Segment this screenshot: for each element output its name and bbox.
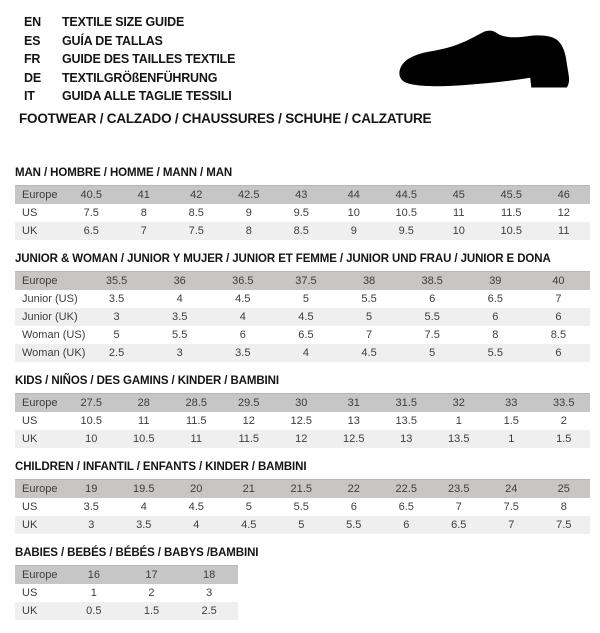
- size-cell: 5: [245, 501, 252, 513]
- size-cell: 11.5: [500, 207, 522, 219]
- size-cell: 5.5: [293, 501, 309, 513]
- table-row: [15, 290, 590, 308]
- size-cell: 7: [455, 501, 462, 513]
- size-cell: 12: [295, 433, 308, 445]
- size-cell: 7.5: [424, 329, 440, 341]
- language-row-it: [24, 87, 235, 106]
- section-title: KIDS / NIÑOS / DES GAMINS / KINDER / BAMBINI: [15, 375, 279, 387]
- size-cell: 38.5: [421, 275, 443, 287]
- size-cell: 8.5: [188, 207, 204, 219]
- row-label: UK: [22, 605, 38, 617]
- size-cell: 42.5: [238, 189, 260, 201]
- table-row: [15, 430, 590, 448]
- size-cell: 3.5: [83, 501, 99, 513]
- size-cell: 39: [489, 275, 502, 287]
- size-cell: 7: [555, 293, 562, 305]
- size-cell: 31: [347, 397, 360, 409]
- size-cell: 1.5: [556, 433, 572, 445]
- row-label: UK: [22, 519, 38, 531]
- size-cell: 3: [88, 519, 95, 531]
- size-cell: 8: [140, 207, 147, 219]
- section-title: BABIES / BEBÉS / BÉBÉS / BABYS /BAMBINI: [15, 547, 259, 559]
- size-cell: 2.5: [108, 347, 125, 359]
- size-cell: 10: [347, 207, 360, 219]
- size-cell: 8: [560, 501, 567, 513]
- table-row: [15, 412, 590, 430]
- size-cell: 4: [176, 293, 183, 305]
- table-row: [15, 326, 590, 344]
- language-row-es: [24, 32, 235, 51]
- table-row: [15, 480, 590, 499]
- size-cell: 1.5: [503, 415, 519, 427]
- table-row: [15, 272, 590, 291]
- size-cell: 1: [508, 433, 515, 445]
- size-cell: 19: [85, 483, 98, 495]
- language-code: FR: [24, 52, 41, 66]
- language-code: DE: [24, 70, 41, 85]
- size-cell: 29.5: [238, 397, 260, 409]
- language-guide-title: TEXTILE SIZE GUIDE: [62, 15, 185, 29]
- size-cell: 13: [347, 415, 360, 427]
- size-cell: 4.5: [241, 519, 257, 531]
- language-guide-title: GUIDE DES TAILLES TEXTILE: [62, 52, 236, 66]
- row-label: US: [22, 207, 38, 219]
- size-cell: 7.5: [83, 207, 99, 219]
- size-cell: 38: [362, 275, 376, 287]
- size-cell: 3.5: [235, 347, 251, 359]
- size-table: [15, 393, 590, 448]
- size-section: [15, 167, 590, 240]
- size-cell: 6.5: [298, 329, 314, 341]
- size-cell: 13: [400, 433, 413, 445]
- size-cell: 12.5: [343, 433, 365, 445]
- size-cell: 24: [505, 483, 518, 495]
- size-cell: 10.5: [395, 207, 417, 219]
- size-cell: 37.5: [295, 275, 317, 287]
- dress-shoe-icon: [398, 29, 574, 93]
- language-code: ES: [24, 33, 41, 48]
- size-cell: 5: [366, 311, 373, 323]
- table-row: [15, 186, 590, 205]
- size-cell: 23.5: [448, 483, 470, 495]
- size-table: [15, 271, 590, 362]
- row-label: US: [22, 501, 38, 513]
- size-cell: 19.5: [133, 483, 155, 495]
- size-cell: 12.5: [290, 415, 312, 427]
- size-table: [15, 479, 590, 534]
- row-label: Woman (US): [22, 329, 86, 341]
- size-cell: 6: [403, 519, 410, 531]
- row-label: Europe: [22, 189, 58, 201]
- row-label: UK: [22, 433, 38, 445]
- size-section: [15, 253, 590, 362]
- size-cell: 45.5: [500, 189, 522, 201]
- size-cell: 6: [555, 311, 562, 323]
- size-cell: 28: [137, 397, 150, 409]
- size-cell: 13.5: [395, 415, 417, 427]
- size-cell: 10: [85, 433, 98, 445]
- size-cell: 17: [145, 569, 158, 581]
- size-cell: 11: [190, 433, 202, 445]
- row-label: US: [22, 415, 38, 427]
- size-cell: 12: [557, 207, 570, 219]
- size-cell: 4.5: [361, 347, 377, 359]
- size-cell: 13.5: [448, 433, 470, 445]
- table-row: [15, 344, 590, 362]
- size-cell: 5: [298, 519, 305, 531]
- size-section: [15, 547, 590, 620]
- size-cell: 36: [173, 275, 186, 287]
- size-cell: 27.5: [80, 397, 102, 409]
- size-cell: 21.5: [290, 483, 312, 495]
- size-cell: 10: [452, 225, 465, 237]
- section-title: JUNIOR & WOMAN / JUNIOR Y MUJER / JUNIOR ET FEMME / JUNIOR UND FRAU / JUNIOR E DONA: [15, 253, 551, 265]
- table-row: [15, 204, 590, 222]
- size-cell: 22: [347, 483, 360, 495]
- size-cell: 4.5: [298, 311, 314, 323]
- shoe-silhouette-path: [399, 31, 569, 88]
- size-cell: 5.5: [346, 519, 362, 531]
- size-cell: 5.5: [487, 347, 503, 359]
- size-cell: 7.5: [188, 225, 204, 237]
- size-cell: 25: [557, 483, 570, 495]
- size-cell: 33: [505, 397, 518, 409]
- table-row: [15, 222, 590, 240]
- size-cell: 6.5: [398, 501, 414, 513]
- size-tables: [15, 167, 590, 633]
- size-cell: 31.5: [395, 397, 417, 409]
- size-cell: 11.5: [185, 415, 207, 427]
- size-cell: 20: [190, 483, 203, 495]
- size-cell: 7: [366, 329, 373, 341]
- size-cell: 3: [206, 587, 213, 599]
- size-cell: 4: [193, 519, 200, 531]
- row-label: Europe: [22, 483, 58, 495]
- size-cell: 5.5: [361, 293, 377, 305]
- size-cell: 3: [176, 347, 183, 359]
- table-row: [15, 498, 590, 516]
- size-cell: 0.5: [86, 605, 102, 617]
- size-table: [15, 565, 238, 620]
- language-row-de: [24, 69, 235, 88]
- size-cell: 10.5: [133, 433, 155, 445]
- size-cell: 4.5: [235, 293, 251, 305]
- size-cell: 8.5: [550, 329, 567, 341]
- section-title: CHILDREN / INFANTIL / ENFANTS / KINDER / BAMBINI: [15, 461, 307, 473]
- size-cell: 6: [350, 501, 357, 513]
- size-cell: 11: [453, 207, 465, 219]
- size-cell: 7: [140, 225, 147, 237]
- size-cell: 2: [148, 587, 155, 599]
- size-cell: 6: [492, 311, 499, 323]
- size-cell: 18: [203, 569, 216, 581]
- size-cell: 6: [555, 347, 562, 359]
- size-cell: 2: [560, 415, 567, 427]
- size-cell: 10.5: [500, 225, 522, 237]
- size-cell: 6: [429, 293, 436, 305]
- size-cell: 40: [552, 275, 565, 287]
- size-cell: 6.5: [487, 293, 503, 305]
- size-cell: 8.5: [293, 225, 309, 237]
- size-cell: 3.5: [136, 519, 152, 531]
- language-guide-title: GUÍA DE TALLAS: [62, 33, 163, 48]
- size-cell: 11.5: [238, 433, 260, 445]
- size-cell: 9.5: [293, 207, 309, 219]
- size-cell: 46: [557, 189, 570, 201]
- size-cell: 12: [242, 415, 255, 427]
- size-cell: 45: [452, 189, 465, 201]
- table-row: [15, 516, 590, 534]
- size-cell: 1: [90, 587, 97, 599]
- size-cell: 32: [452, 397, 465, 409]
- size-cell: 4.5: [188, 501, 204, 513]
- language-guide-title: TEXTILGRÖßENFÜHRUNG: [62, 70, 218, 85]
- size-cell: 5: [113, 329, 120, 341]
- section-title: MAN / HOMBRE / HOMME / MANN / MAN: [15, 167, 233, 179]
- row-label: US: [22, 587, 38, 599]
- language-list: [24, 13, 235, 106]
- size-cell: 3.5: [108, 293, 125, 305]
- size-section: [15, 461, 590, 534]
- row-label: Europe: [22, 275, 58, 287]
- size-cell: 1.5: [143, 605, 160, 617]
- language-code: EN: [24, 15, 41, 29]
- size-cell: 11: [138, 415, 150, 427]
- size-cell: 9: [245, 207, 252, 219]
- size-table: [15, 185, 590, 240]
- size-cell: 7.5: [503, 501, 519, 513]
- row-label: Junior (US): [22, 293, 78, 305]
- row-label: Woman (UK): [22, 347, 86, 359]
- size-cell: 40.5: [80, 189, 102, 201]
- size-cell: 44.5: [395, 189, 417, 201]
- size-cell: 8: [492, 329, 499, 341]
- size-cell: 44: [347, 189, 360, 201]
- size-cell: 7: [508, 519, 515, 531]
- size-cell: 5: [429, 347, 436, 359]
- language-row-fr: [24, 50, 235, 69]
- size-cell: 6.5: [83, 225, 99, 237]
- category-heading: FOOTWEAR / CALZADO / CHAUSSURES / SCHUHE / CALZATURE: [19, 111, 432, 126]
- language-guide-title: GUIDA ALLE TAGLIE TESSILI: [62, 89, 232, 103]
- size-cell: 43: [295, 189, 308, 201]
- size-cell: 42: [190, 189, 203, 201]
- size-section: [15, 375, 590, 448]
- row-label: Europe: [22, 569, 58, 581]
- table-row: [15, 602, 238, 620]
- size-cell: 4: [140, 501, 147, 513]
- row-label: Junior (UK): [22, 311, 78, 323]
- size-cell: 6.5: [451, 519, 467, 531]
- size-cell: 3.5: [172, 311, 188, 323]
- size-cell: 5: [302, 293, 309, 305]
- size-cell: 6: [239, 329, 246, 341]
- language-row-en: [24, 13, 235, 32]
- size-cell: 33.5: [553, 397, 575, 409]
- size-cell: 9: [350, 225, 357, 237]
- size-cell: 1: [455, 415, 462, 427]
- size-cell: 8: [245, 225, 252, 237]
- size-cell: 5.5: [424, 311, 440, 323]
- size-cell: 10.5: [80, 415, 102, 427]
- size-cell: 30: [295, 397, 308, 409]
- size-cell: 41: [137, 189, 150, 201]
- size-cell: 4: [239, 311, 246, 323]
- size-cell: 2.5: [201, 605, 217, 617]
- table-row: [15, 394, 590, 413]
- row-label: Europe: [22, 397, 58, 409]
- size-cell: 35.5: [105, 275, 128, 287]
- table-row: [15, 566, 238, 585]
- size-cell: 11: [558, 225, 570, 237]
- size-cell: 16: [87, 569, 100, 581]
- table-row: [15, 584, 238, 602]
- size-cell: 5.5: [172, 329, 188, 341]
- size-cell: 7.5: [556, 519, 572, 531]
- row-label: UK: [22, 225, 38, 237]
- language-code: IT: [24, 89, 35, 103]
- table-row: [15, 308, 590, 326]
- size-cell: 4: [302, 347, 309, 359]
- size-cell: 28.5: [185, 397, 207, 409]
- size-cell: 22.5: [395, 483, 417, 495]
- size-cell: 3: [113, 311, 120, 323]
- size-cell: 21: [242, 483, 255, 495]
- size-cell: 9.5: [398, 225, 414, 237]
- size-cell: 36.5: [232, 275, 254, 287]
